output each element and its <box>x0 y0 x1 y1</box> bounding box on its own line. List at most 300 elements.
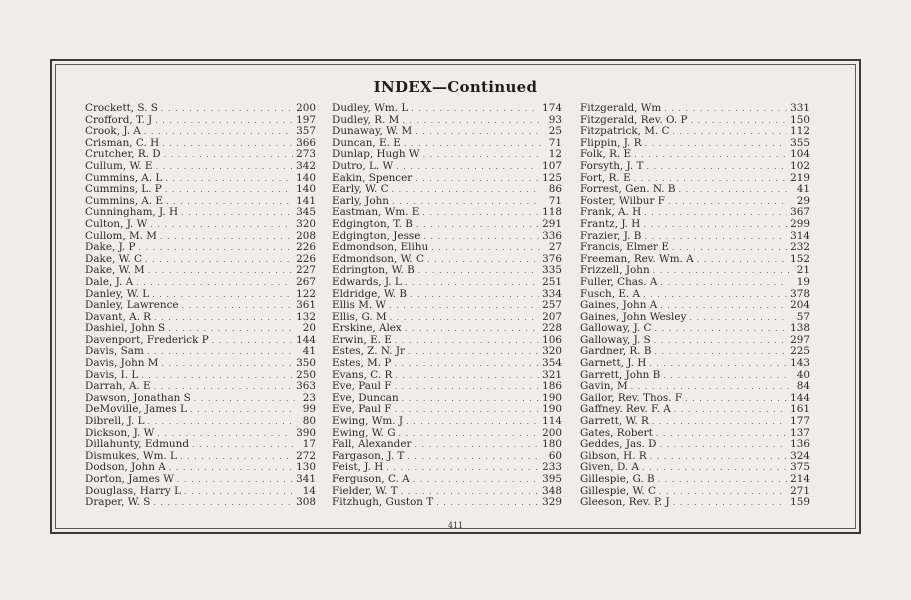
entry-name: Gailor, Rev. Thos. F <box>580 391 683 404</box>
index-entry <box>332 300 562 312</box>
index-column-2 <box>332 103 562 509</box>
dot-leader <box>148 265 293 277</box>
entry-page: 272 <box>296 449 316 462</box>
entry-name: Crook, J. A <box>85 125 141 138</box>
dot-leader <box>668 196 789 208</box>
entry-name: Dake, W. C <box>85 252 142 265</box>
entry-name: Eve, Paul F <box>332 380 392 393</box>
index-title: INDEX—Continued <box>373 78 538 96</box>
entry-name: Davenport, Frederick P <box>85 333 209 346</box>
dot-leader <box>431 242 541 254</box>
entry-name: Freeman, Rev. Wm. A <box>580 252 694 265</box>
dot-leader <box>654 346 787 358</box>
entry-page: 336 <box>542 229 562 242</box>
entry-name: Dashiel, John S <box>85 322 166 335</box>
entry-page: 150 <box>790 113 810 126</box>
entry-page: 93 <box>548 113 562 126</box>
entry-page: 366 <box>296 136 316 149</box>
dot-leader <box>395 335 539 347</box>
entry-name: Fitzpatrick, M. C <box>580 125 670 138</box>
entry-name: Eastman, Wm. E <box>332 206 420 219</box>
dot-leader <box>642 462 787 474</box>
dot-leader <box>427 254 539 266</box>
entry-name: Frizzell, John <box>580 264 650 277</box>
entry-name: Feist, J. H <box>332 461 384 474</box>
index-entry <box>580 161 810 173</box>
dot-leader <box>389 300 539 312</box>
dot-leader <box>654 335 787 347</box>
index-entry <box>332 474 562 486</box>
index-entry <box>580 184 810 196</box>
entry-page: 299 <box>790 217 810 230</box>
entry-page: 144 <box>790 391 810 404</box>
entry-page: 219 <box>790 171 810 184</box>
dot-leader <box>646 161 787 173</box>
entry-name: Cummins, L. P <box>85 183 162 196</box>
entry-page: 204 <box>790 299 810 312</box>
entry-name: Dodson, John A <box>85 461 166 474</box>
dot-leader <box>685 393 787 405</box>
dot-leader <box>184 486 295 498</box>
dot-leader <box>643 219 787 231</box>
entry-page: 186 <box>542 380 562 393</box>
entry-page: 273 <box>296 148 316 161</box>
entry-name: Galloway, J. S <box>580 333 651 346</box>
dot-leader <box>659 486 787 498</box>
entry-page: 207 <box>542 310 562 323</box>
entry-name: Danley, W. L <box>85 287 150 300</box>
dot-leader <box>418 265 539 277</box>
entry-page: 27 <box>548 241 562 254</box>
entry-name: Fielder, W. T <box>332 484 398 497</box>
entry-name: Frantz, J. H <box>580 217 641 230</box>
dot-leader <box>166 196 293 208</box>
entry-page: 200 <box>542 426 562 439</box>
dot-leader <box>656 428 787 440</box>
entry-name: Dibrell, J. L <box>85 415 145 428</box>
dot-leader <box>423 149 541 161</box>
entry-page: 106 <box>542 333 562 346</box>
dot-leader <box>390 312 539 324</box>
entry-name: Eakin, Spencer <box>332 171 413 184</box>
dot-leader <box>165 184 293 196</box>
index-entry <box>580 416 810 428</box>
entry-name: Crockett, S. S <box>85 102 158 114</box>
entry-page: 102 <box>790 159 810 172</box>
entry-page: 138 <box>790 322 810 335</box>
entry-name: Gaffney. Rev. F. A <box>580 403 671 416</box>
dot-leader <box>658 474 788 486</box>
dot-leader <box>672 126 787 138</box>
entry-page: 130 <box>296 461 316 474</box>
dot-leader <box>404 138 541 150</box>
entry-name: Davis, Sam <box>85 345 144 358</box>
entry-page: 291 <box>542 217 562 230</box>
dot-leader <box>405 277 539 289</box>
entry-name: Flippin, J. R <box>580 136 642 149</box>
dot-leader <box>679 184 789 196</box>
entry-page: 271 <box>790 484 810 497</box>
index-entry <box>580 474 810 486</box>
dot-leader <box>148 416 295 428</box>
entry-name: Eve, Paul F <box>332 403 392 416</box>
entry-name: Ewing, W. G <box>332 426 396 439</box>
index-entry <box>580 103 810 115</box>
entry-name: Galloway, J. C <box>580 322 652 335</box>
entry-name: Edrington, W. B <box>332 264 415 277</box>
entry-name: Dunlap, Hugh W <box>332 148 420 161</box>
entry-page: 314 <box>790 229 810 242</box>
dot-leader <box>153 497 293 509</box>
dot-leader <box>162 138 293 150</box>
entry-name: Dutro, L. W <box>332 159 394 172</box>
entry-name: Davis, I. L <box>85 368 139 381</box>
dot-leader <box>422 207 539 219</box>
entry-name: DeMoville, James L <box>85 403 187 416</box>
dot-leader <box>394 381 539 393</box>
dot-leader <box>660 300 787 312</box>
entry-page: 19 <box>796 275 810 288</box>
entry-name: Fitzhugh, Guston T <box>332 496 434 509</box>
entry-page: 20 <box>302 322 316 335</box>
entry-name: Erwin, E. E <box>332 333 392 346</box>
entry-name: Dorton, James W <box>85 473 174 485</box>
dot-leader <box>655 323 788 335</box>
index-entry <box>85 184 316 196</box>
entry-page: 320 <box>542 345 562 358</box>
entry-name: Early, W. C <box>332 183 389 196</box>
entry-page: 137 <box>790 426 810 439</box>
entry-page: 152 <box>790 252 810 265</box>
entry-name: Dake, J. P <box>85 241 136 254</box>
entry-name: Cummins, A. E <box>85 194 163 207</box>
dot-leader <box>663 370 789 382</box>
entry-page: 80 <box>302 415 316 428</box>
index-entry <box>580 219 810 231</box>
dot-leader <box>674 404 787 416</box>
dot-leader <box>182 300 294 312</box>
entry-page: 233 <box>542 461 562 474</box>
dot-leader <box>395 370 539 382</box>
entry-name: Fargason, J. T <box>332 449 405 462</box>
entry-page: 341 <box>296 473 316 485</box>
index-entry <box>332 277 562 289</box>
entry-name: Darrah, A. E <box>85 380 151 393</box>
entry-name: Cullom, M. M <box>85 229 157 242</box>
dot-leader <box>672 242 787 254</box>
dot-leader <box>147 346 295 358</box>
entry-name: Fall, Alexander <box>332 438 412 451</box>
entry-name: Eve, Duncan <box>332 391 399 404</box>
dot-leader <box>653 265 789 277</box>
index-entry <box>85 300 316 312</box>
dot-leader <box>165 173 293 185</box>
entry-page: 361 <box>296 299 316 312</box>
entry-page: 114 <box>542 415 562 428</box>
index-entry <box>332 358 562 370</box>
index-entry <box>332 497 562 509</box>
entry-name: Gates, Robert <box>580 426 653 439</box>
entry-name: Estes, Z. N. Jr <box>332 345 405 358</box>
entry-name: Francis, Elmer E <box>580 241 669 254</box>
entry-name: Fitzgerald, Rev. O. P <box>580 113 688 126</box>
index-entry <box>85 474 316 486</box>
entry-name: Given, D. A <box>580 461 640 474</box>
entry-name: Dismukes, Wm. L <box>85 449 177 462</box>
entry-page: 141 <box>296 194 316 207</box>
entry-name: Dudley, R. M <box>332 113 400 126</box>
entry-name: Geddes, Jas. D <box>580 438 657 451</box>
entry-name: Garrett, W. R <box>580 415 649 428</box>
index-entry <box>332 219 562 231</box>
entry-page: 390 <box>296 426 316 439</box>
entry-page: 140 <box>296 171 316 184</box>
entry-page: 174 <box>542 102 562 114</box>
entry-page: 335 <box>542 264 562 277</box>
index-entry <box>85 277 316 289</box>
entry-page: 228 <box>542 322 562 335</box>
entry-page: 84 <box>796 380 810 393</box>
entry-page: 225 <box>790 345 810 358</box>
index-column-3 <box>580 103 810 509</box>
entry-page: 23 <box>302 391 316 404</box>
entry-page: 378 <box>790 287 810 300</box>
entry-name: Forrest, Gen. N. B <box>580 183 676 196</box>
entry-page: 122 <box>296 287 316 300</box>
entry-page: 355 <box>790 136 810 149</box>
entry-name: Estes, M. P <box>332 357 392 370</box>
index-entry <box>85 103 316 115</box>
entry-page: 232 <box>790 241 810 254</box>
entry-name: Folk, R. E <box>580 148 632 161</box>
entry-name: Erskine, Alex <box>332 322 402 335</box>
entry-page: 125 <box>542 171 562 184</box>
index-entry <box>580 300 810 312</box>
index-entry <box>85 416 316 428</box>
index-entry <box>85 358 316 370</box>
entry-page: 208 <box>296 229 316 242</box>
entry-name: Douglass, Harry L <box>85 484 181 497</box>
entry-name: Edgington, Jesse <box>332 229 421 242</box>
entry-name: Gavin, M <box>580 380 628 393</box>
dot-leader <box>164 149 294 161</box>
dot-leader <box>155 115 293 127</box>
dot-leader <box>423 231 539 243</box>
entry-name: Dake, W. M <box>85 264 145 277</box>
entry-name: Edgington, T. B <box>332 217 413 230</box>
dot-leader <box>194 393 295 405</box>
entry-page: 308 <box>296 496 316 509</box>
entry-page: 357 <box>296 125 316 138</box>
dot-leader <box>177 474 293 486</box>
entry-page: 200 <box>296 102 316 114</box>
dot-leader <box>399 428 540 440</box>
entry-page: 297 <box>790 333 810 346</box>
dot-leader <box>190 404 295 416</box>
entry-page: 136 <box>790 438 810 451</box>
entry-name: Dunaway, W. M <box>332 125 413 138</box>
dot-leader <box>690 115 787 127</box>
entry-page: 143 <box>790 357 810 370</box>
entry-page: 226 <box>296 241 316 254</box>
index-column-1 <box>85 103 316 509</box>
entry-name: Draper, W. S <box>85 496 151 509</box>
entry-page: 329 <box>542 496 562 509</box>
entry-name: Crutcher, R. D <box>85 148 161 161</box>
dot-leader <box>161 358 293 370</box>
entry-name: Foster, Wilbur F <box>580 194 665 207</box>
dot-leader <box>180 451 293 463</box>
dot-leader <box>415 173 539 185</box>
index-entry <box>332 416 562 428</box>
dot-leader <box>160 231 293 243</box>
entry-page: 227 <box>296 264 316 277</box>
dot-leader <box>645 138 788 150</box>
entry-name: Ferguson, C. A <box>332 473 410 485</box>
entry-page: 348 <box>542 484 562 497</box>
entry-page: 71 <box>548 136 562 149</box>
entry-name: Frazier, J. B <box>580 229 642 242</box>
entry-name: Gillespie, W. C <box>580 484 656 497</box>
entry-page: 250 <box>296 368 316 381</box>
index-entry <box>332 242 562 254</box>
dot-leader <box>169 462 293 474</box>
index-entry <box>332 161 562 173</box>
dot-leader <box>643 289 787 301</box>
entry-page: 118 <box>542 206 562 219</box>
entry-page: 324 <box>790 449 810 462</box>
entry-page: 345 <box>296 206 316 219</box>
entry-name: Dillahunty, Edmund <box>85 438 189 451</box>
entry-page: 159 <box>790 496 810 509</box>
entry-page: 331 <box>790 102 810 114</box>
entry-name: Dale, J. A <box>85 275 134 288</box>
entry-name: Dickson, J. W <box>85 426 155 439</box>
entry-page: 107 <box>542 159 562 172</box>
index-entry <box>85 242 316 254</box>
entry-page: 267 <box>296 275 316 288</box>
dot-leader <box>394 358 539 370</box>
entry-name: Gleeson, Rev. P. J <box>580 496 670 509</box>
dot-leader <box>673 497 787 509</box>
dot-leader <box>396 161 539 173</box>
entry-page: 214 <box>790 473 810 485</box>
dot-leader <box>410 289 539 301</box>
page-number: 411 <box>447 521 464 530</box>
entry-name: Evans, C. R <box>332 368 393 381</box>
dot-leader <box>181 207 293 219</box>
entry-page: 161 <box>790 403 810 416</box>
entry-page: 190 <box>542 403 562 416</box>
dot-leader <box>392 184 541 196</box>
entry-page: 257 <box>542 299 562 312</box>
entry-page: 367 <box>790 206 810 219</box>
entry-name: Ewing, Wm. J <box>332 415 404 428</box>
dot-leader <box>154 312 293 324</box>
entry-name: Crofford, T. J <box>85 113 153 126</box>
dot-leader <box>407 451 541 463</box>
entry-name: Garrett, John B <box>580 368 661 381</box>
index-entry <box>85 219 316 231</box>
entry-page: 251 <box>542 275 562 288</box>
entry-name: Culton, J. W <box>85 217 148 230</box>
entry-name: Cummins, A. L <box>85 171 163 184</box>
dot-leader <box>150 219 293 231</box>
entry-page: 14 <box>302 484 316 497</box>
entry-name: Garnett, J. H <box>580 357 647 370</box>
entry-name: Forsyth, J. T <box>580 159 644 172</box>
entry-name: Eldridge, W. B <box>332 287 408 300</box>
entry-page: 350 <box>296 357 316 370</box>
dot-leader <box>141 370 293 382</box>
entry-page: 21 <box>796 264 810 277</box>
entry-page: 17 <box>302 438 316 451</box>
entry-page: 57 <box>796 310 810 323</box>
dot-leader <box>411 103 539 115</box>
dot-leader <box>144 126 293 138</box>
index-entry <box>332 184 562 196</box>
dot-leader <box>156 161 294 173</box>
entry-name: Fitzgerald, Wm <box>580 102 662 114</box>
entry-name: Gaines, John Wesley <box>580 310 687 323</box>
entry-name: Early, John <box>332 194 389 207</box>
entry-name: Danley, Lawrence <box>85 299 179 312</box>
dot-leader <box>414 439 539 451</box>
entry-page: 41 <box>796 183 810 196</box>
entry-name: Duncan, E. E <box>332 136 401 149</box>
entry-page: 197 <box>296 113 316 126</box>
dot-leader <box>689 312 789 324</box>
entry-page: 320 <box>296 217 316 230</box>
dot-leader <box>416 219 539 231</box>
entry-name: Ellis, G. M <box>332 310 387 323</box>
dot-leader <box>405 323 539 335</box>
dot-leader <box>697 254 787 266</box>
index-entry <box>580 497 810 509</box>
index-entry <box>580 277 810 289</box>
entry-page: 99 <box>302 403 316 416</box>
dot-leader <box>402 393 540 405</box>
entry-name: Edmondson, Elihu <box>332 241 429 254</box>
entry-page: 132 <box>296 310 316 323</box>
entry-page: 363 <box>296 380 316 393</box>
entry-name: Cullum, W. E <box>85 159 153 172</box>
entry-name: Gillespie, G. B <box>580 473 655 485</box>
entry-page: 334 <box>542 287 562 300</box>
entry-name: Frank, A. H <box>580 206 642 219</box>
index-entry <box>85 161 316 173</box>
entry-page: 190 <box>542 391 562 404</box>
entry-name: Fuller, Chas. A <box>580 275 658 288</box>
dot-leader <box>145 254 293 266</box>
entry-page: 41 <box>302 345 316 358</box>
dot-leader <box>649 358 787 370</box>
dot-leader <box>413 474 539 486</box>
dot-leader <box>652 416 787 428</box>
dot-leader <box>139 242 294 254</box>
dot-leader <box>415 126 541 138</box>
dot-leader <box>436 497 539 509</box>
entry-page: 342 <box>296 159 316 172</box>
entry-page: 180 <box>542 438 562 451</box>
dot-leader <box>394 404 539 416</box>
dot-leader <box>644 207 787 219</box>
dot-leader <box>660 277 789 289</box>
entry-page: 376 <box>542 252 562 265</box>
entry-page: 25 <box>548 125 562 138</box>
entry-name: Edmondson, W. C <box>332 252 424 265</box>
dot-leader <box>402 115 541 127</box>
